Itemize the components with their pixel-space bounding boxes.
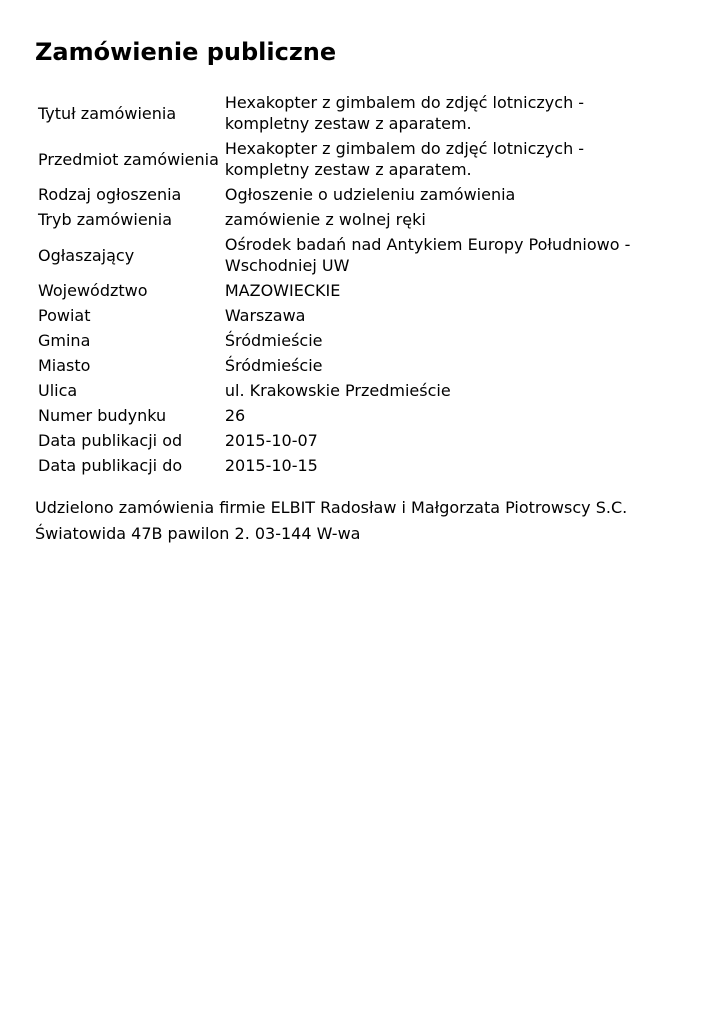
table-row	[35, 278, 668, 303]
document-page	[35, 36, 695, 563]
field-label-published-to: Data publikacji do	[38, 456, 183, 475]
table-row	[35, 303, 668, 328]
page-title: Zamówienie publiczne	[35, 38, 337, 66]
field-label-county: Powiat	[38, 306, 91, 325]
field-value-published-from: 2015-10-07	[224, 431, 318, 450]
field-label-published-from: Data publikacji od	[38, 431, 183, 450]
table-row	[35, 353, 668, 378]
field-value-procedure: zamówienie z wolnej ręki	[224, 210, 426, 229]
field-label-title: Tytuł zamówienia	[38, 103, 177, 123]
field-value-city: Śródmieście	[224, 356, 323, 375]
field-label-street: Ulica	[38, 381, 78, 400]
field-label-voivodeship: Województwo	[38, 281, 148, 300]
table-row	[35, 90, 668, 136]
field-label-notice-type: Rodzaj ogłoszenia	[38, 185, 182, 204]
table-row	[35, 453, 668, 478]
field-value-voivodeship: MAZOWIECKIE	[224, 281, 341, 300]
table-row	[35, 428, 668, 453]
table-row	[35, 378, 668, 403]
table-row	[35, 232, 668, 278]
award-summary: Udzielono zamówienia firmie ELBIT Radosław i Małgorzata Piotrowscy S.C. Światowida 47B pawilon 2. 03-144 W-wa	[35, 498, 628, 543]
details-table	[35, 90, 668, 478]
field-value-commune: Śródmieście	[224, 331, 323, 350]
field-label-procedure: Tryb zamówienia	[38, 210, 173, 229]
field-label-subject: Przedmiot zamówienia	[38, 149, 219, 169]
field-label-building-number: Numer budynku	[38, 406, 167, 425]
field-label-announcer: Ogłaszający	[38, 245, 135, 265]
field-label-city: Miasto	[38, 356, 91, 375]
field-value-county: Warszawa	[224, 306, 306, 325]
table-row	[35, 207, 668, 232]
field-value-published-to: 2015-10-15	[224, 456, 318, 475]
field-value-subject: Hexakopter z gimbalem do zdjęć lotniczych - kompletny zestaw z aparatem.	[224, 139, 585, 179]
field-label-commune: Gmina	[38, 331, 91, 350]
field-value-notice-type: Ogłoszenie o udzieleniu zamówienia	[224, 185, 516, 204]
field-value-street: ul. Krakowskie Przedmieście	[224, 381, 451, 400]
table-row	[35, 328, 668, 353]
field-value-title: Hexakopter z gimbalem do zdjęć lotniczych - kompletny zestaw z aparatem.	[224, 93, 585, 133]
field-value-building-number: 26	[224, 406, 246, 425]
field-value-announcer: Ośrodek badań nad Antykiem Europy Południowo - Wschodniej UW	[224, 235, 631, 275]
table-row	[35, 182, 668, 207]
table-row	[35, 403, 668, 428]
table-row	[35, 136, 668, 182]
